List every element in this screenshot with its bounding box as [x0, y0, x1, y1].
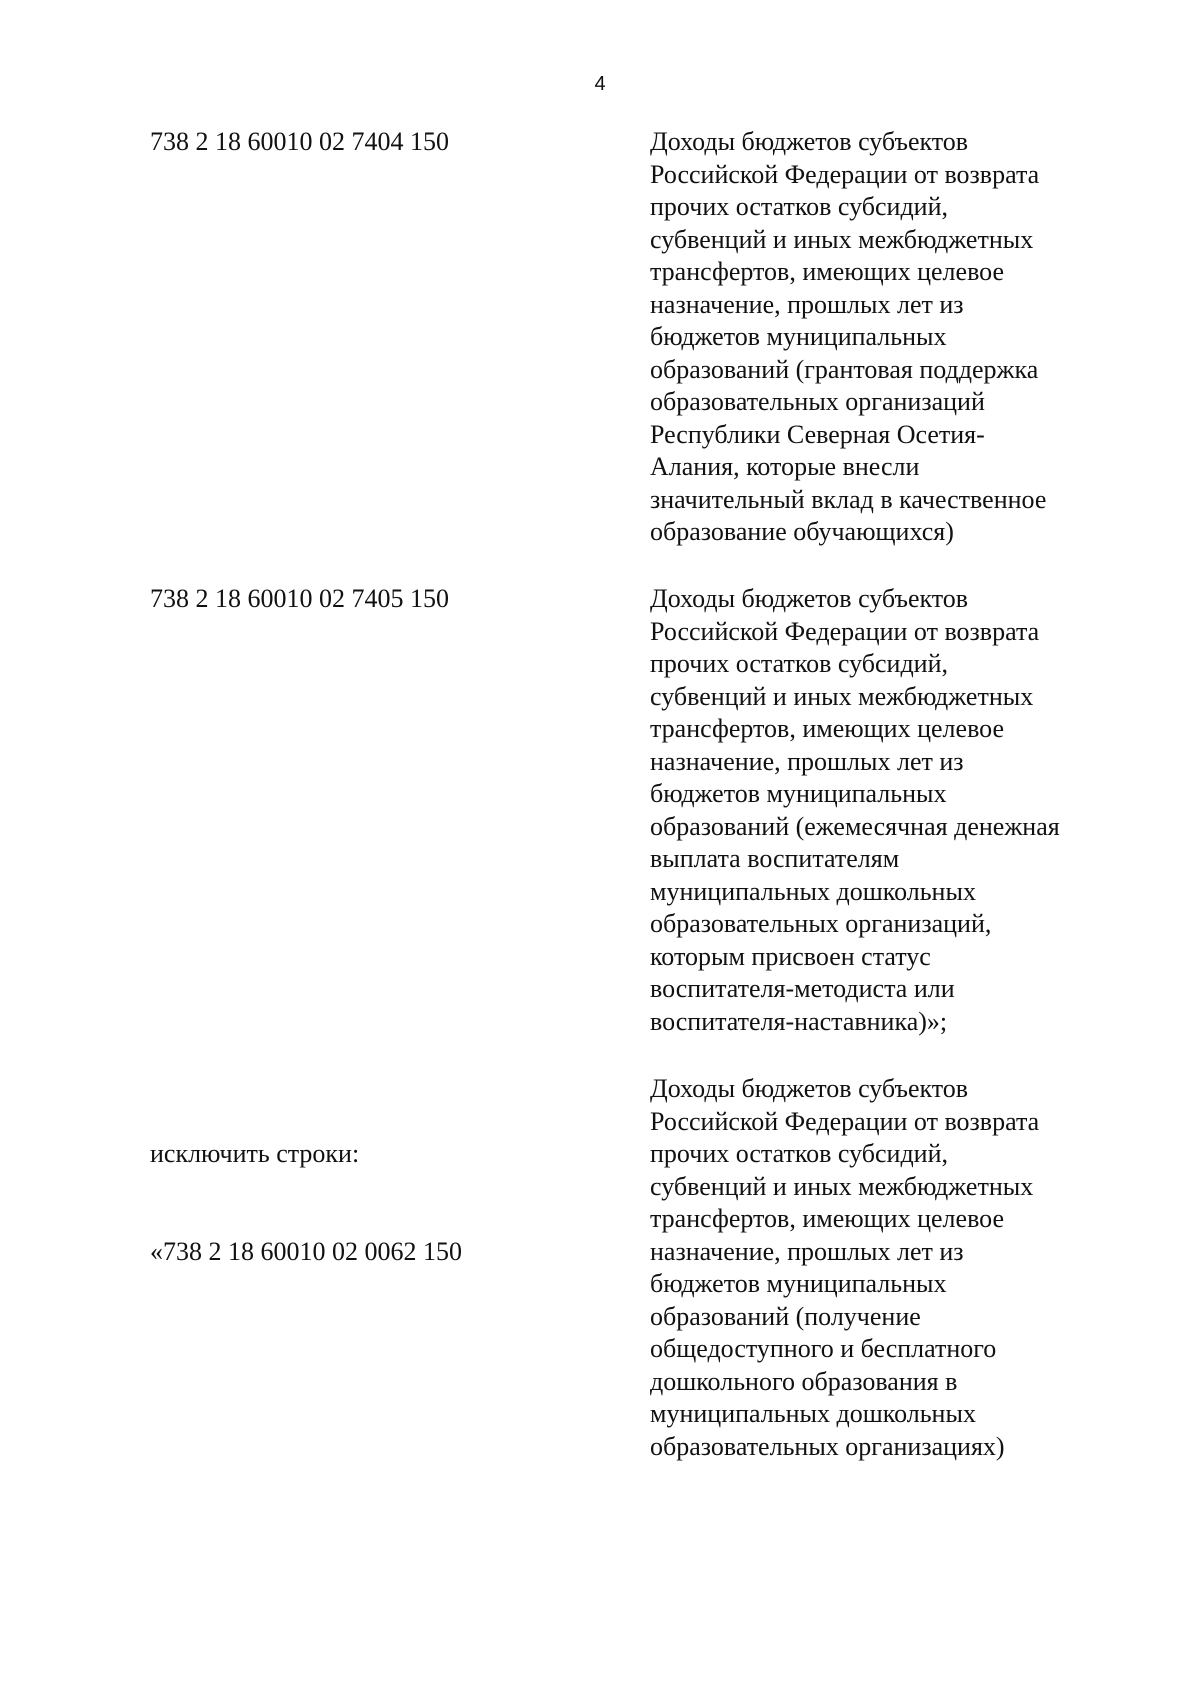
description-line: трансфертов, имеющих целевое	[650, 257, 1005, 286]
description-line: Доходы бюджетов субъектов	[650, 1074, 969, 1103]
budget-code: «738 2 18 60010 02 0062 150	[150, 1236, 462, 1266]
description-line: бюджетов муниципальных	[650, 1269, 947, 1298]
budget-description	[650, 583, 1160, 1038]
description-line: образовательных организациях)	[650, 1431, 1005, 1461]
description-line: значительный вклад в качественное	[650, 484, 1047, 514]
description-line: воспитателя-наставника)»;	[650, 1006, 948, 1036]
budget-code-block	[150, 1073, 600, 1333]
description-line: которым присвоен статус	[650, 941, 931, 971]
description-line: Алания, которые внесли	[650, 452, 920, 481]
description-line: трансфертов, имеющих целевое	[650, 1204, 1005, 1233]
description-line: общедоступного и бесплатного	[650, 1334, 997, 1363]
description-line: субвенций и иных межбюджетных	[650, 224, 1034, 254]
page-number: 4	[594, 73, 606, 95]
description-line: бюджетов муниципальных	[650, 322, 947, 351]
description-line: Доходы бюджетов субъектов	[650, 584, 969, 613]
description-line: образовательных организаций,	[650, 909, 992, 938]
description-line: Российской Федерации от возврата	[650, 616, 1040, 646]
description-line: муниципальных дошкольных	[650, 1399, 976, 1428]
description-line: образований (получение	[650, 1301, 921, 1331]
budget-code: 738 2 18 60010 02 7405 150	[150, 584, 449, 613]
description-line: муниципальных дошкольных	[650, 876, 976, 906]
description-line: субвенций и иных межбюджетных	[650, 1171, 1034, 1201]
description-line: воспитателя-методиста или	[650, 974, 955, 1003]
description-line: трансфертов, имеющих целевое	[650, 714, 1005, 743]
description-line: Российской Федерации от возврата	[650, 159, 1040, 189]
description-line: прочих остатков субсидий,	[650, 1139, 949, 1168]
description-line: Республики Северная Осетия-	[650, 419, 985, 449]
description-line: прочих остатков субсидий,	[650, 192, 949, 221]
budget-description	[650, 126, 1160, 549]
description-line: дошкольного образования в	[650, 1366, 958, 1396]
description-line: назначение, прошлых лет из	[650, 1236, 964, 1266]
description-line: прочих остатков субсидий,	[650, 649, 949, 678]
budget-code: 738 2 18 60010 02 7404 150	[150, 127, 449, 156]
description-line: бюджетов муниципальных	[650, 779, 947, 808]
description-line: образований (грантовая поддержка	[650, 354, 1039, 384]
description-line: Доходы бюджетов субъектов	[650, 127, 969, 156]
description-line: назначение, прошлых лет из	[650, 746, 964, 776]
description-line: Российской Федерации от возврата	[650, 1106, 1040, 1136]
description-line: образований (ежемесячная денежная	[650, 811, 1060, 841]
description-line: образование обучающихся)	[650, 517, 954, 546]
budget-description	[650, 1073, 1160, 1463]
exclude-instruction: исключить строки:	[150, 1139, 360, 1168]
description-line: назначение, прошлых лет из	[650, 289, 964, 319]
description-line: образовательных организаций	[650, 387, 985, 416]
description-line: выплата воспитателям	[650, 844, 900, 873]
description-line: субвенций и иных межбюджетных	[650, 681, 1034, 711]
